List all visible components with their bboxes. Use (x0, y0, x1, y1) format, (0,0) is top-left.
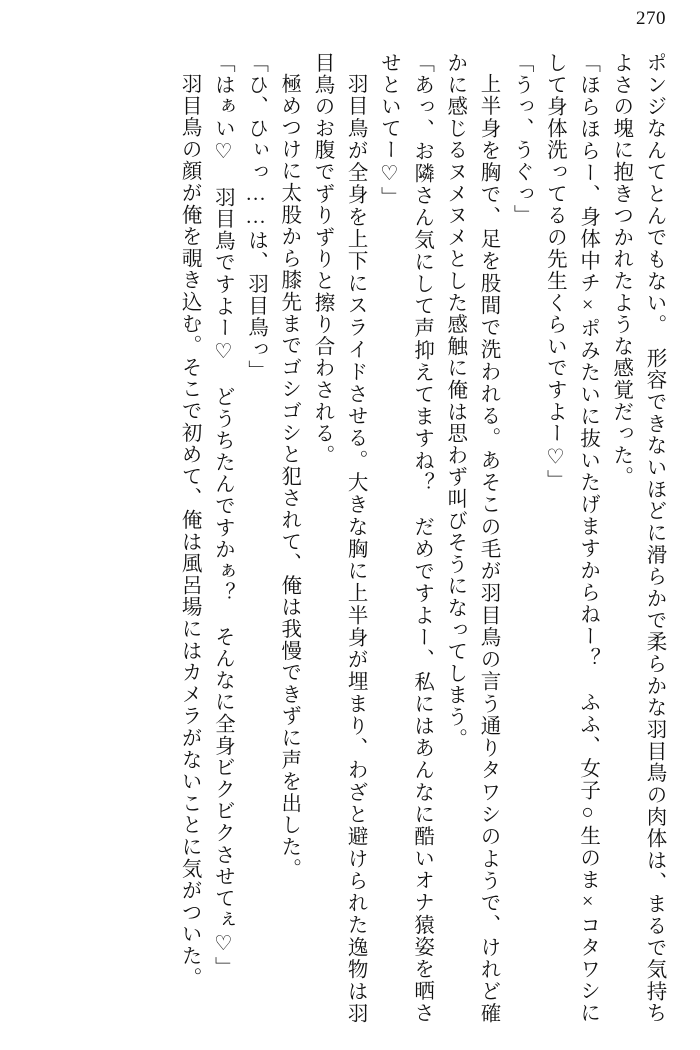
paragraph: 「はぁい♡ 羽目鳥ですよー♡ どうちたんですかぁ？ そんなに全身ビクビクさせてぇ♡」 (211, 52, 234, 979)
paragraph: 「ひ、ひぃっ……は、羽目鳥っ」 (244, 52, 267, 382)
paragraph: 極めつけに太股から膝先までゴシゴシと犯されて、俺は我慢できずに声を出した。 (277, 72, 300, 880)
paragraph: 「ほらほらー、身体中チ×ポみたいに抜いたげますからねー？ ふふ、女子○生のま×コタワシにして身体洗ってるの先生くらいですよー♡」 (543, 52, 599, 1024)
page-number: 270 (636, 8, 666, 29)
paragraph: 羽目鳥が全身を上下にスライドさせる。大きな胸に上半身が埋まり、わざと避けられた逸物は羽目鳥のお腹でずりずりと擦り合わされる。 (310, 52, 367, 1024)
page-body-text (34, 52, 670, 1024)
paragraph: 上半身を胸で、足を股間で洗われる。あそこの毛が羽目鳥の言う通りタワシのようで、けれど確かに感じるヌメヌメとした感触に俺は思わず叫びそうになってしまう。 (443, 52, 499, 1024)
paragraph: ポンジなんてとんでもない。 形容できないほどに滑らかで柔らかな羽目鳥の肉体は、まるで気持ちよさの塊に抱きつかれたような感覚だった。 (609, 52, 665, 1024)
paragraph: 「うっ、うぐっ」 (510, 52, 533, 227)
paragraph: 「あっ、お隣さん気にして声抑えてますね？ だめですよー、私にはあんなに酷いオナ猿姿を晒させといてー♡」 (377, 52, 433, 1024)
paragraph: 羽目鳥の顔が俺を覗き込む。そこで初めて、俺は風呂場にはカメラがないことに気がついた。 (178, 72, 201, 989)
